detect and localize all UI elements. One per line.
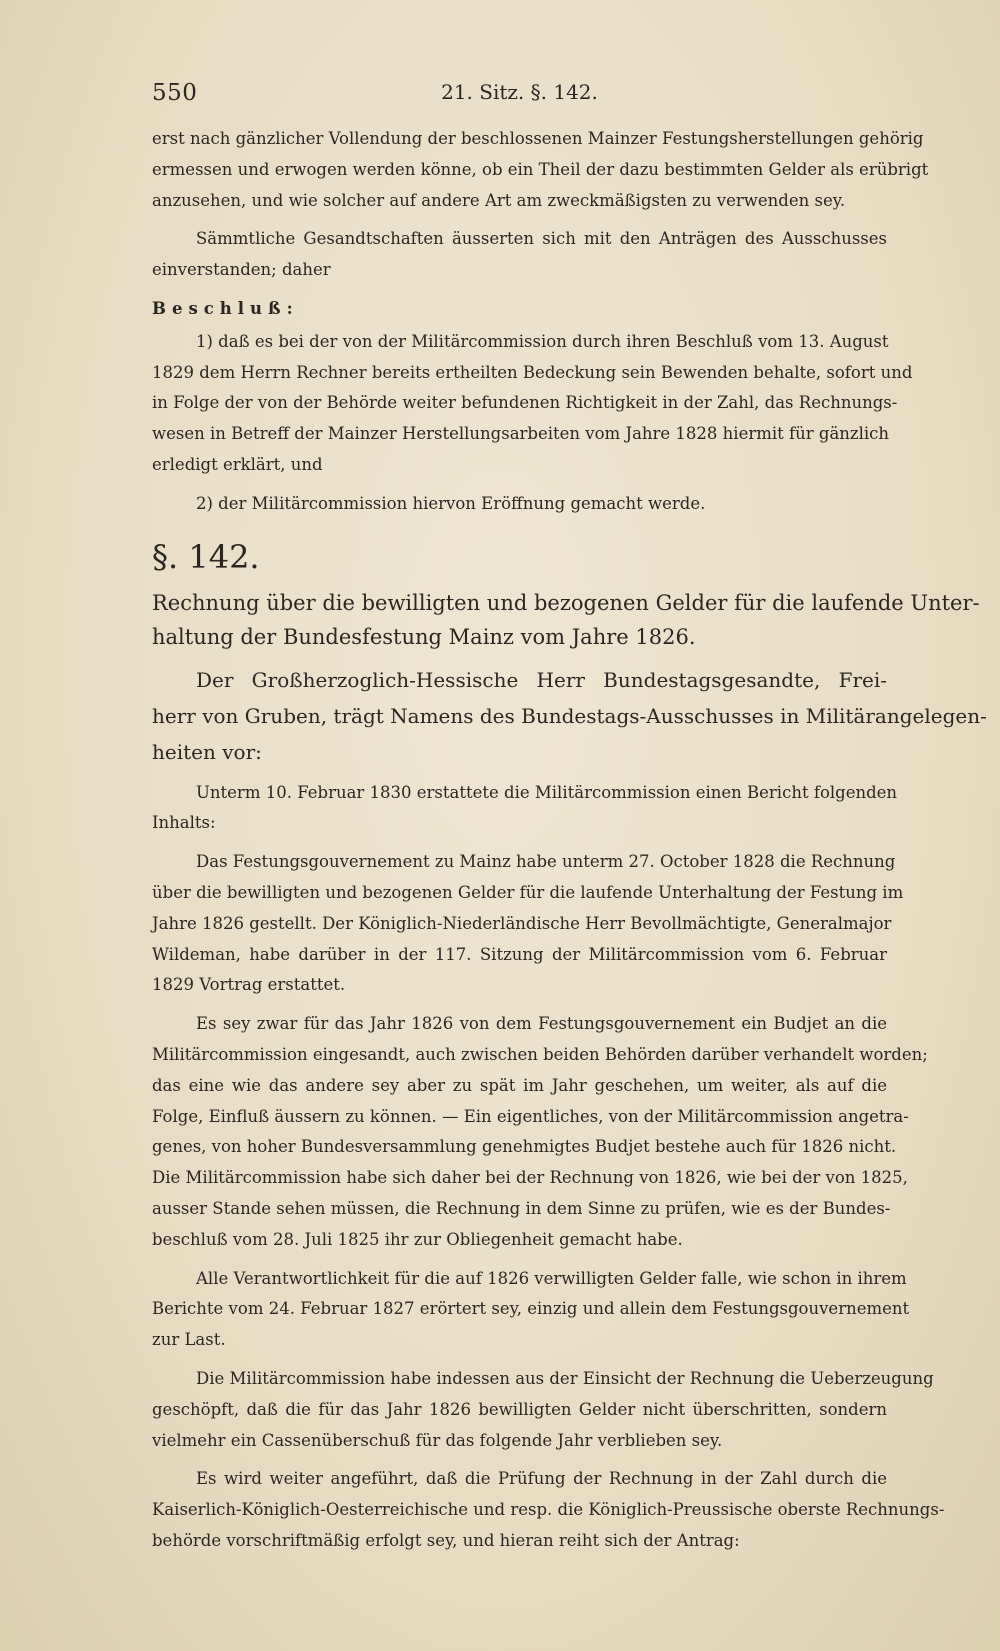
text-line: 2) der Militärcommission hiervon Eröffnung gemacht werde. — [196, 493, 706, 513]
text-line: ermessen und erwogen werden könne, ob ein Theil der dazu bestimmten Gelder als erübrigt — [152, 159, 929, 179]
paragraph — [152, 124, 929, 216]
text-line: §. 142. — [152, 537, 260, 576]
text-line: Die Militärcommission habe sich daher bei der Rechnung von 1826, wie bei der von 1825, — [152, 1168, 908, 1188]
text-line: Militärcommission eingesandt, auch zwischen beiden Behörden darüber verhandelt worden; — [152, 1044, 928, 1064]
text-line: heiten vor: — [152, 739, 262, 764]
text-line: Alle Verantwortlichkeit für die auf 1826 verwilligten Gelder falle, wie schon in ihrem — [196, 1268, 907, 1288]
text-line: Wildeman, habe darüber in der 117. Sitzung der Militärcommission vom 6. Februar — [152, 944, 887, 964]
text-line: Jahre 1826 gestellt. Der Königlich-Niederländische Herr Bevollmächtigte, Generalmajor — [152, 913, 892, 933]
text-line: Kaiserlich-Königlich-Oesterreichische und resp. die Königlich-Preussische oberste Rechnungs- — [152, 1500, 945, 1520]
resolution-heading — [152, 294, 887, 325]
text-line: Der Großherzoglich-Hessische Herr Bundestagsgesandte, Frei- — [196, 667, 887, 692]
text-line: einverstanden; daher — [152, 260, 331, 280]
text-line: über die bewilligten und bezogenen Gelder für die laufende Unterhaltung der Festung im — [152, 882, 904, 902]
document-body — [152, 124, 987, 1565]
paragraph — [152, 1364, 934, 1456]
page-number: 550 — [152, 80, 198, 106]
paragraph — [152, 847, 904, 1001]
text-line: 1829 dem Herrn Rechner bereits ertheilten Bedeckung sein Bewenden behalte, sofort und — [152, 362, 913, 382]
text-line: Rechnung über die bewilligten und bezogenen Gelder für die laufende Unter- — [152, 590, 980, 615]
text-line: Sämmtliche Gesandtschaften äusserten sich mit den Anträgen des Ausschusses — [196, 229, 887, 249]
text-line: beschluß vom 28. Juli 1825 ihr zur Obliegenheit gemacht habe. — [152, 1229, 683, 1249]
text-line: erst nach gänzlicher Vollendung der beschlossenen Mainzer Festungsherstellungen gehörig — [152, 129, 924, 148]
text-line: Beschluß: — [152, 298, 299, 318]
text-line: Es wird weiter angeführt, daß die Prüfung der Rechnung in der Zahl durch die — [196, 1469, 887, 1489]
paragraph — [152, 1464, 945, 1556]
page-header — [152, 80, 887, 114]
text-line: erledigt erklärt, und — [152, 454, 323, 474]
section-heading — [152, 534, 887, 580]
text-line: ausser Stande sehen müssen, die Rechnung in dem Sinne zu prüfen, wie es der Bundes- — [152, 1198, 891, 1218]
text-line: zur Last. — [152, 1330, 226, 1350]
text-line: wesen in Betreff der Mainzer Herstellungsarbeiten vom Jahre 1828 hiermit für gänzlich — [152, 424, 890, 444]
text-line: anzusehen, und wie solcher auf andere Art am zweckmäßigsten zu verwenden sey. — [152, 190, 846, 210]
running-title: 21. Sitz. §. 142. — [441, 80, 598, 104]
text-line: in Folge der von der Behörde weiter befundenen Richtigkeit in der Zahl, das Rechnungs- — [152, 393, 898, 413]
paragraph — [152, 1264, 910, 1356]
text-line: Das Festungsgouvernement zu Mainz habe unterm 27. October 1828 die Rechnung — [196, 852, 896, 872]
text-line: geschöpft, daß die für das Jahr 1826 bewilligten Gelder nicht überschritten, sondern — [152, 1399, 887, 1419]
text-line: Es sey zwar für das Jahr 1826 von dem Festungsgouvernement ein Budjet an die — [196, 1014, 887, 1034]
text-line: Folge, Einfluß äussern zu können. — Ein eigentliches, von der Militärcommission angetra- — [152, 1106, 909, 1126]
section-title — [152, 586, 980, 654]
text-line: das eine wie das andere sey aber zu spät im Jahr geschehen, um weiter, als auf die — [152, 1075, 887, 1095]
text-line: Unterm 10. Februar 1830 erstattete die Militärcommission einen Bericht folgenden — [196, 782, 898, 802]
text-line: 1) daß es bei der von der Militärcommission durch ihren Beschluß vom 13. August — [196, 331, 889, 351]
paragraph — [152, 224, 887, 286]
text-line: herr von Gruben, trägt Namens des Bundestags-Ausschusses in Militärangelegen- — [152, 703, 987, 728]
text-line: 1829 Vortrag erstattet. — [152, 975, 346, 995]
paragraph — [152, 662, 987, 770]
text-line: Die Militärcommission habe indessen aus der Einsicht der Rechnung die Ueberzeugung — [196, 1368, 934, 1388]
paragraph — [152, 489, 887, 520]
paragraph — [152, 1009, 928, 1255]
text-line: Berichte vom 24. Februar 1827 erörtert sey, einzig und allein dem Festungsgouvernement — [152, 1299, 910, 1319]
text-line: haltung der Bundesfestung Mainz vom Jahre 1826. — [152, 624, 696, 649]
text-line: vielmehr ein Cassenüberschuß für das folgende Jahr verblieben sey. — [152, 1430, 723, 1450]
text-line: genes, von hoher Bundesversammlung genehmigtes Budjet bestehe auch für 1826 nicht. — [152, 1137, 897, 1157]
text-line: behörde vorschriftmäßig erfolgt sey, und hieran reiht sich der Antrag: — [152, 1530, 740, 1550]
paragraph — [152, 778, 898, 840]
text-line: Inhalts: — [152, 813, 216, 833]
paragraph — [152, 327, 913, 481]
